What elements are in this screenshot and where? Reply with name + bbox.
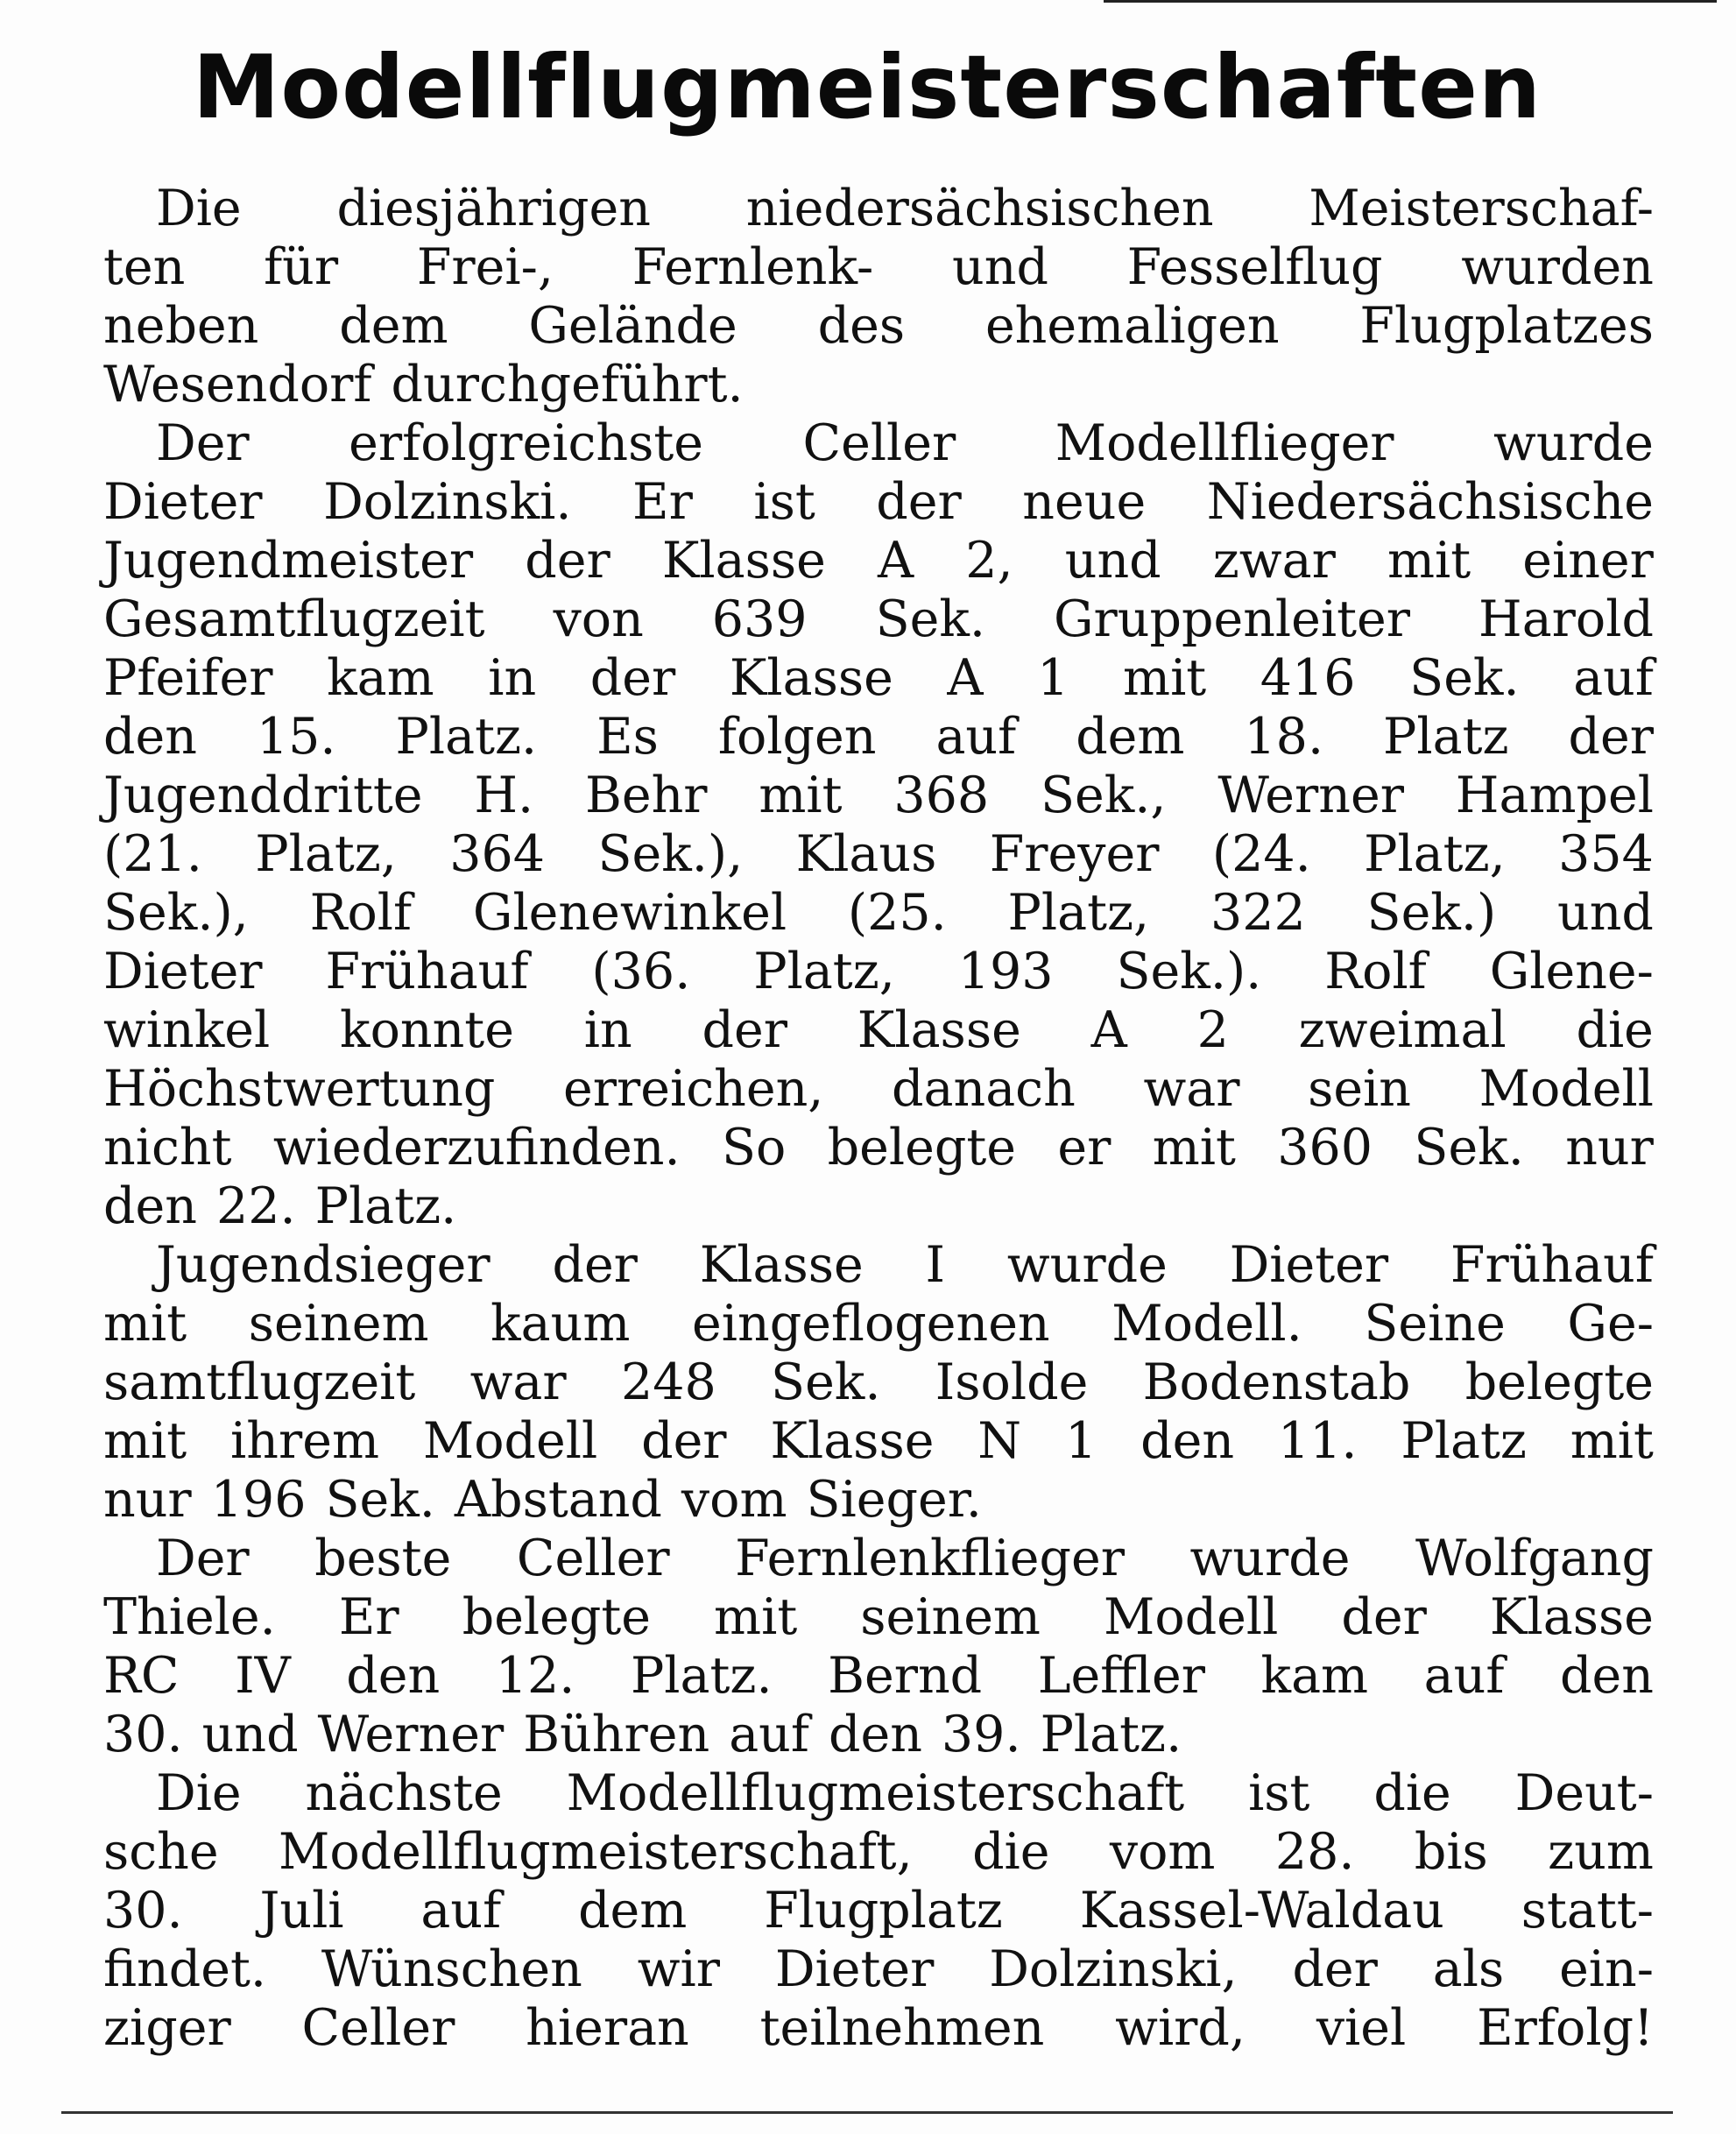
word: mit — [759, 767, 843, 824]
word: ist — [1248, 1764, 1310, 1822]
text-line — [103, 1295, 1654, 1353]
word: mit — [1152, 1119, 1236, 1177]
word: auf — [420, 1882, 502, 1940]
word: Pfeifer — [103, 649, 273, 707]
word: mit — [714, 1588, 798, 1646]
word: 22. — [215, 1177, 296, 1235]
text-line — [103, 414, 1654, 473]
word: folgen — [717, 708, 877, 766]
word: Thiele. — [103, 1588, 276, 1646]
word: Jugenddritte — [103, 767, 423, 824]
text-line — [103, 825, 1654, 884]
word: Modell — [1104, 1588, 1279, 1646]
word: Leffler — [1037, 1647, 1205, 1705]
word: der — [1292, 1940, 1378, 1998]
word: 30. — [103, 1706, 183, 1763]
word: dem — [1076, 708, 1185, 766]
word: Platz, — [255, 825, 397, 883]
word: 322 — [1210, 884, 1306, 942]
word: den — [1140, 1412, 1235, 1470]
word: Bühren — [523, 1706, 710, 1763]
word: mit — [103, 1412, 187, 1470]
word: Harold — [1478, 590, 1654, 648]
word: auf — [1573, 649, 1654, 707]
word: A — [877, 532, 914, 590]
text-line — [103, 532, 1654, 590]
word: 248 — [620, 1353, 716, 1411]
text-line — [103, 649, 1654, 708]
word: Dieter — [774, 1940, 935, 1998]
word: Klasse — [857, 1001, 1021, 1059]
text-line — [103, 1177, 1654, 1236]
word: Platz — [1383, 708, 1509, 766]
word: A — [947, 649, 984, 707]
word: Flugplatz — [764, 1882, 1003, 1940]
word: Dieter — [1229, 1236, 1389, 1294]
word: RC — [103, 1647, 180, 1705]
word: Modell. — [1111, 1295, 1302, 1353]
word: Werner — [317, 1706, 505, 1763]
word: Der — [156, 1530, 250, 1587]
word: Rolf — [309, 884, 413, 942]
word: samtflugzeit — [103, 1353, 416, 1411]
word: Rolf — [1324, 943, 1427, 1000]
word: der — [876, 473, 962, 531]
word: mit — [1123, 649, 1207, 707]
word: 2, — [965, 532, 1013, 590]
word: N — [977, 1412, 1022, 1470]
headline: Modellflugmeisterschaften — [192, 36, 1542, 138]
word: 28. — [1274, 1823, 1355, 1881]
word: Modell — [1478, 1060, 1654, 1118]
word: Frühauf — [325, 943, 529, 1000]
word: Wesendorf — [103, 356, 372, 413]
word: Werner — [1217, 767, 1404, 824]
word: Wünschen — [321, 1940, 582, 1998]
article-body — [103, 180, 1654, 2058]
word: Freyer — [989, 825, 1160, 883]
word: Klasse — [1489, 1588, 1654, 1646]
text-line — [103, 708, 1654, 767]
text-line — [103, 1001, 1654, 1060]
word: bis — [1414, 1823, 1488, 1881]
word: 11. — [1277, 1412, 1358, 1470]
word: ist — [753, 473, 815, 531]
word: eingeflogenen — [692, 1295, 1050, 1353]
word: vom — [1109, 1823, 1216, 1881]
text-line — [103, 1471, 1654, 1530]
word: Jugendmeister — [103, 532, 474, 590]
word: niedersächsischen — [745, 180, 1214, 237]
word: neue — [1022, 473, 1147, 531]
word: 2 — [1196, 1001, 1229, 1059]
text-line — [103, 180, 1654, 238]
word: belegte — [462, 1588, 652, 1646]
word: Sek. — [875, 590, 986, 648]
text-line — [103, 1119, 1654, 1177]
text-line — [103, 1706, 1654, 1764]
word: von — [553, 590, 644, 648]
word: Dieter — [103, 943, 263, 1000]
word: der — [1341, 1588, 1427, 1646]
word: 30. — [103, 1882, 183, 1940]
word: und — [1064, 532, 1161, 590]
text-line — [103, 767, 1654, 825]
word: den — [103, 1177, 197, 1235]
word: ehemaligen — [984, 297, 1280, 355]
word: teilnehmen — [759, 1999, 1045, 2057]
word: findet. — [103, 1940, 266, 1998]
word: mit — [1570, 1412, 1654, 1470]
word: (36. — [591, 943, 691, 1000]
word: dem — [578, 1882, 688, 1940]
word: erfolgreichste — [349, 414, 704, 472]
word: für — [264, 238, 339, 296]
word: der — [641, 1412, 727, 1470]
word: konnte — [340, 1001, 514, 1059]
word: Sek.), — [103, 884, 249, 942]
text-line — [103, 1764, 1654, 1823]
word: Seine — [1364, 1295, 1506, 1353]
word: Glenewinkel — [472, 884, 787, 942]
word: beste — [314, 1530, 452, 1587]
word: Meisterschaf- — [1309, 180, 1654, 237]
word: Platz — [1401, 1412, 1527, 1470]
word: Fesselflug — [1126, 238, 1383, 296]
bottom-rule — [61, 2111, 1673, 2114]
text-line — [103, 1353, 1654, 1412]
word: winkel — [103, 1001, 271, 1059]
word: Sek.). — [1116, 943, 1262, 1000]
word: den — [103, 708, 197, 766]
word: zweimal — [1298, 1001, 1507, 1059]
text-line — [103, 238, 1654, 297]
word: Glene- — [1489, 943, 1654, 1000]
word: sein — [1308, 1060, 1412, 1118]
word: Sek., — [1040, 767, 1167, 824]
word: die — [972, 1823, 1050, 1881]
word: Sek. — [1409, 649, 1520, 707]
word: Platz. — [314, 1177, 457, 1235]
word: 39. — [941, 1706, 1021, 1763]
word: als — [1432, 1940, 1505, 1998]
word: zum — [1548, 1823, 1654, 1881]
word: Er — [632, 473, 693, 531]
word: Platz, — [753, 943, 895, 1000]
word: war — [469, 1353, 567, 1411]
word: einer — [1522, 532, 1654, 590]
word: 360 — [1277, 1119, 1373, 1177]
word: Dolzinski, — [989, 1940, 1238, 1998]
word: hieran — [526, 1999, 689, 2057]
text-line — [103, 1236, 1654, 1295]
word: Juli — [259, 1882, 344, 1940]
word: und — [1557, 884, 1654, 942]
word: 12. — [495, 1647, 575, 1705]
word: 196 — [210, 1471, 307, 1529]
word: den — [346, 1647, 441, 1705]
word: 193 — [957, 943, 1054, 1000]
word: durchgeführt. — [391, 356, 744, 413]
word: 18. — [1244, 708, 1324, 766]
word: Sieger. — [806, 1471, 982, 1529]
word: Fernlenk- — [632, 238, 874, 296]
text-line — [103, 356, 1654, 414]
word: Sek.) — [1366, 884, 1497, 942]
word: kaum — [490, 1295, 631, 1353]
word: vom — [681, 1471, 787, 1529]
word: 354 — [1558, 825, 1654, 883]
word: 416 — [1260, 649, 1356, 707]
word: und — [952, 238, 1048, 296]
text-line — [103, 943, 1654, 1001]
text-line — [103, 1999, 1654, 2058]
word: sche — [103, 1823, 219, 1881]
word: Celler — [301, 1999, 455, 2057]
word: nur — [103, 1471, 192, 1529]
word: auf — [1423, 1647, 1505, 1705]
word: 364 — [449, 825, 546, 883]
word: A — [1090, 1001, 1127, 1059]
word: H. — [474, 767, 534, 824]
word: IV — [235, 1647, 291, 1705]
top-rule — [1104, 0, 1717, 3]
word: Die — [156, 180, 242, 237]
word: Gesamtflugzeit — [103, 590, 485, 648]
text-line — [103, 1882, 1654, 1940]
word: Modellflugmeisterschaft, — [278, 1823, 913, 1881]
word: Platz. — [395, 708, 538, 766]
word: Klaus — [795, 825, 937, 883]
word: Klasse — [699, 1236, 864, 1294]
word: der — [1568, 708, 1654, 766]
word: Es — [596, 708, 659, 766]
word: seinem — [860, 1588, 1041, 1646]
word: die — [1373, 1764, 1451, 1822]
word: auf — [935, 708, 1017, 766]
word: (24. — [1211, 825, 1311, 883]
word: wurde — [1006, 1236, 1168, 1294]
word: viel — [1316, 1999, 1407, 2057]
word: I — [925, 1236, 946, 1294]
word: belegte — [1464, 1353, 1654, 1411]
text-line — [103, 1823, 1654, 1882]
word: zwar — [1212, 532, 1336, 590]
word: Modellflugmeisterschaft — [566, 1764, 1185, 1822]
word: Behr — [584, 767, 708, 824]
word: mit — [1387, 532, 1471, 590]
word: 1 — [1037, 649, 1069, 707]
text-line — [103, 1940, 1654, 1999]
word: die — [1576, 1001, 1654, 1059]
word: Der — [156, 414, 250, 472]
word: Flugplatzes — [1359, 297, 1654, 355]
word: Kassel-Waldau — [1079, 1882, 1444, 1940]
text-line — [103, 297, 1654, 356]
word: 639 — [711, 590, 808, 648]
word: den — [1559, 1647, 1654, 1705]
word: Klasse — [770, 1412, 935, 1470]
word: Deut- — [1514, 1764, 1654, 1822]
word: Er — [338, 1588, 399, 1646]
word: Wolfgang — [1415, 1530, 1654, 1587]
word: 1 — [1064, 1412, 1097, 1470]
word: 15. — [256, 708, 336, 766]
word: mit — [103, 1295, 187, 1353]
text-line — [103, 1060, 1654, 1119]
word: ten — [103, 238, 186, 296]
text-line — [103, 1588, 1654, 1647]
word: wiederzufinden. — [272, 1119, 681, 1177]
word: in — [583, 1001, 632, 1059]
word: den — [828, 1706, 922, 1763]
word: (21. — [103, 825, 202, 883]
word: wurde — [1493, 414, 1654, 472]
word: der — [525, 532, 610, 590]
word: Höchstwertung — [103, 1060, 496, 1118]
word: Dieter — [103, 473, 263, 531]
word: Sek. — [771, 1353, 881, 1411]
word: Sek. — [325, 1471, 435, 1529]
word: So — [721, 1119, 787, 1177]
word: in — [488, 649, 537, 707]
word: und — [201, 1706, 299, 1763]
word: Klasse — [661, 532, 826, 590]
word: kam — [327, 649, 434, 707]
word: Modell — [422, 1412, 598, 1470]
word: neben — [103, 297, 259, 355]
word: Bernd — [828, 1647, 983, 1705]
word: der — [552, 1236, 638, 1294]
word: wurde — [1189, 1530, 1351, 1587]
word: Die — [156, 1764, 242, 1822]
word: Sek. — [1414, 1119, 1524, 1177]
word: wir — [637, 1940, 720, 1998]
word: ihrem — [230, 1412, 380, 1470]
word: Jugendsieger — [156, 1236, 490, 1294]
text-line — [103, 590, 1654, 649]
word: Hampel — [1455, 767, 1654, 824]
word: Platz. — [1040, 1706, 1182, 1763]
text-line — [103, 884, 1654, 943]
text-line — [103, 1530, 1654, 1588]
word: Erfolg! — [1477, 1999, 1654, 2057]
word: Dolzinski. — [323, 473, 572, 531]
word: der — [589, 649, 676, 707]
word: Platz, — [1007, 884, 1150, 942]
word: Bodenstab — [1142, 1353, 1411, 1411]
word: Frei-, — [416, 238, 554, 296]
word: Sek.), — [597, 825, 744, 883]
word: danach — [892, 1060, 1076, 1118]
word: wird, — [1115, 1999, 1246, 2057]
word: statt- — [1521, 1882, 1654, 1940]
word: dem — [339, 297, 448, 355]
word: der — [702, 1001, 787, 1059]
word: ein- — [1559, 1940, 1654, 1998]
word: nicht — [103, 1119, 232, 1177]
word: des — [817, 297, 906, 355]
word: ziger — [103, 1999, 231, 2057]
word: Fernlenkflieger — [735, 1530, 1125, 1587]
word: nächste — [305, 1764, 503, 1822]
word: Klasse — [729, 649, 893, 707]
text-line — [103, 1647, 1654, 1706]
word: Gruppenleiter — [1054, 590, 1410, 648]
word: diesjährigen — [336, 180, 651, 237]
word: Isolde — [935, 1353, 1089, 1411]
word: belegte — [827, 1119, 1016, 1177]
word: Niedersächsische — [1206, 473, 1654, 531]
word: war — [1143, 1060, 1240, 1118]
word: Gelände — [528, 297, 737, 355]
word: Frühauf — [1450, 1236, 1654, 1294]
word: 368 — [893, 767, 990, 824]
word: seinem — [248, 1295, 429, 1353]
text-line — [103, 1412, 1654, 1471]
word: nur — [1565, 1119, 1654, 1177]
word: wurden — [1461, 238, 1654, 296]
word: auf — [729, 1706, 809, 1763]
word: erreichen, — [563, 1060, 824, 1118]
word: Modellflieger — [1055, 414, 1394, 472]
word: Ge- — [1567, 1295, 1654, 1353]
word: er — [1057, 1119, 1111, 1177]
word: Platz. — [630, 1647, 773, 1705]
word: Celler — [802, 414, 956, 472]
word: Celler — [516, 1530, 670, 1587]
word: Abstand — [454, 1471, 662, 1529]
word: Platz, — [1364, 825, 1506, 883]
word: (25. — [847, 884, 947, 942]
word: kam — [1260, 1647, 1369, 1705]
text-line — [103, 473, 1654, 532]
